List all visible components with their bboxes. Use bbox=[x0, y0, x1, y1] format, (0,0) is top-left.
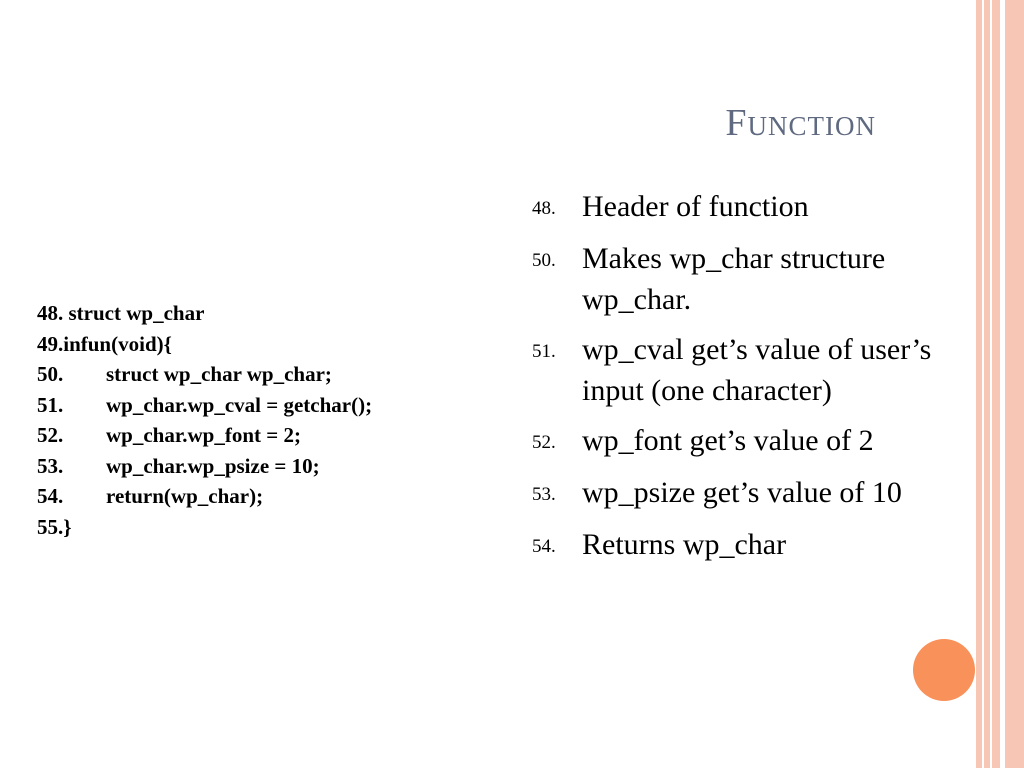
code-line bbox=[37, 359, 372, 390]
code-line-text: wp_char.wp_cval = getchar(); bbox=[106, 392, 373, 417]
list-item bbox=[532, 186, 932, 229]
code-line-text: infun(void){ bbox=[63, 331, 172, 356]
code-line-number: 50. bbox=[37, 362, 64, 386]
list-item-number: 50. bbox=[532, 250, 556, 271]
code-listing bbox=[37, 298, 372, 542]
list-item bbox=[532, 420, 932, 463]
code-line bbox=[37, 512, 372, 543]
decorative-stripe bbox=[1005, 0, 1024, 768]
code-line bbox=[37, 298, 372, 329]
decorative-circle bbox=[913, 639, 975, 701]
list-item-number: 48. bbox=[532, 198, 556, 219]
list-item-text: Makes wp_char structure wp_char. bbox=[582, 242, 886, 316]
code-line-text: wp_char.wp_font = 2; bbox=[106, 423, 301, 447]
code-line-text: struct wp_char wp_char; bbox=[106, 362, 332, 386]
code-line bbox=[37, 390, 372, 421]
code-line-number: 48. bbox=[37, 301, 64, 325]
code-line-number: 54. bbox=[37, 484, 64, 508]
list-item-text: Returns wp_char bbox=[582, 528, 787, 561]
slide-title: Function bbox=[725, 102, 876, 144]
list-item-text: Header of function bbox=[582, 190, 809, 223]
code-line-text: wp_char.wp_psize = 10; bbox=[106, 453, 320, 478]
list-item-text: wp_psize get’s value of 10 bbox=[582, 476, 902, 509]
code-line-text: struct wp_char bbox=[63, 301, 205, 325]
list-item-number: 53. bbox=[532, 484, 556, 505]
code-line-text: } bbox=[63, 514, 72, 539]
code-line-text: return(wp_char); bbox=[106, 484, 264, 508]
code-line-number: 53. bbox=[37, 453, 64, 478]
list-item bbox=[532, 524, 932, 567]
list-item bbox=[532, 238, 932, 320]
code-line-number: 52. bbox=[37, 423, 64, 447]
list-item-number: 54. bbox=[532, 536, 556, 557]
list-item bbox=[532, 329, 932, 411]
code-line-number: 51. bbox=[37, 392, 64, 417]
code-line bbox=[37, 481, 372, 512]
explanation-list bbox=[532, 186, 932, 576]
code-line bbox=[37, 451, 372, 482]
code-line bbox=[37, 420, 372, 451]
code-line-number: 55. bbox=[37, 514, 64, 539]
list-item bbox=[532, 472, 932, 515]
list-item-text: wp_font get’s value of 2 bbox=[582, 424, 874, 457]
list-item-number: 51. bbox=[532, 341, 556, 362]
code-line-number: 49. bbox=[37, 331, 64, 356]
code-line bbox=[37, 329, 372, 360]
decorative-stripe bbox=[992, 0, 1000, 768]
list-item-text: wp_cval get’s value of user’s input (one character) bbox=[582, 333, 932, 407]
list-item-number: 52. bbox=[532, 432, 556, 453]
